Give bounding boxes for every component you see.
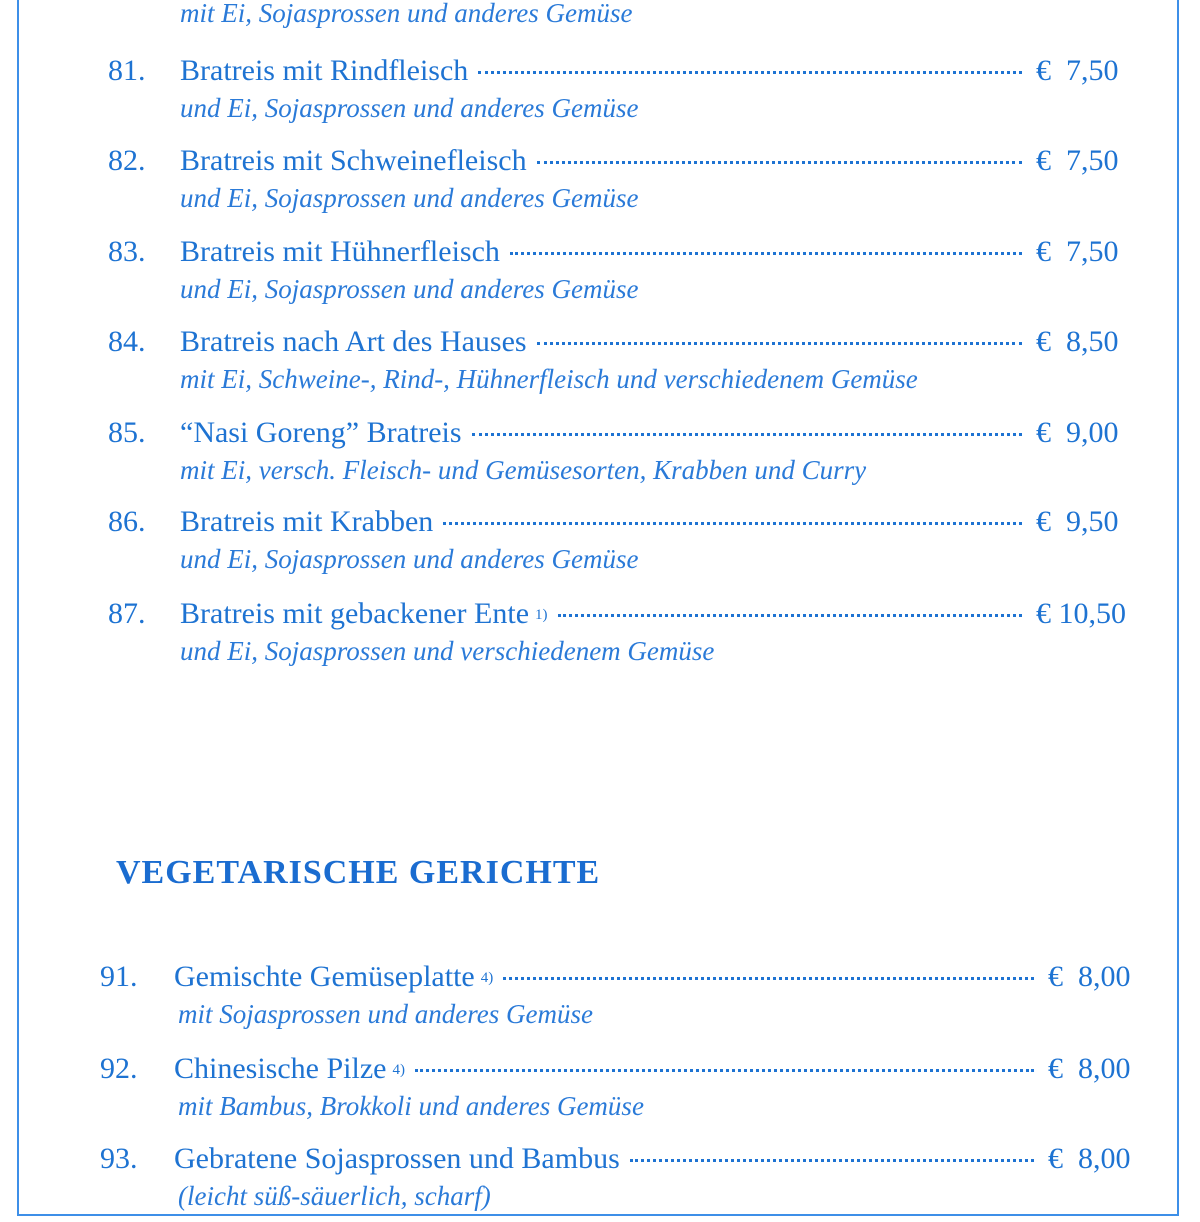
item-description: und Ei, Sojasprossen und anderes Gemüse — [180, 93, 639, 123]
item-name-row — [180, 325, 1036, 359]
item-description: und Ei, Sojasprossen und anderes Gemüse — [180, 274, 639, 304]
item-number: 87. — [108, 597, 146, 630]
dot-leader — [478, 71, 1022, 74]
dot-leader — [537, 342, 1022, 345]
item-name-row — [174, 960, 1048, 999]
item-name: Chinesische Pilze — [174, 1052, 387, 1085]
item-price: € 8,50 — [1036, 325, 1119, 358]
item-number: 84. — [108, 325, 146, 358]
allergen-footnote: 4) — [480, 970, 494, 986]
menu-item — [0, 325, 1200, 405]
item-name: “Nasi Goreng” Bratreis — [180, 416, 462, 449]
item-name: Bratreis nach Art des Hauses — [180, 325, 527, 358]
dot-leader — [503, 977, 1034, 980]
dot-leader — [472, 433, 1022, 436]
menu-item — [0, 597, 1200, 677]
item-name-row — [174, 1142, 1048, 1176]
menu-item — [0, 54, 1200, 134]
section-title-vegetarian: VEGETARISCHE GERICHTE — [116, 854, 601, 891]
item-name: Gebratene Sojasprossen und Bambus — [174, 1142, 620, 1175]
menu-item — [0, 505, 1200, 585]
item-price: € 9,00 — [1036, 416, 1119, 449]
allergen-footnote: 4) — [392, 1062, 405, 1078]
item-number: 91. — [100, 960, 138, 993]
item-price: € 8,00 — [1048, 1142, 1131, 1175]
item-description: mit Sojasprossen und anderes Gemüse — [178, 999, 593, 1029]
item-description: (leicht süß-säuerlich, scharf) — [178, 1181, 491, 1211]
item-number: 93. — [100, 1142, 138, 1175]
item-name-row — [174, 1052, 1048, 1091]
item-price: € 9,50 — [1036, 505, 1119, 538]
menu-item — [0, 960, 1200, 1040]
item-description: und Ei, Sojasprossen und anderes Gemüse — [180, 183, 639, 213]
item-name: Bratreis mit Schweinefleisch — [180, 144, 527, 177]
item-number: 85. — [108, 416, 146, 449]
item-number: 83. — [108, 235, 146, 268]
item-name-row — [180, 505, 1036, 539]
item-number: 82. — [108, 144, 146, 177]
item-price: € 7,50 — [1036, 54, 1119, 87]
dot-leader — [510, 252, 1022, 255]
item-name: Gemischte Gemüseplatte — [174, 960, 475, 993]
item-price: € 7,50 — [1036, 235, 1119, 268]
allergen-footnote: 1) — [535, 607, 548, 623]
item-price: € 8,00 — [1048, 1052, 1131, 1085]
menu-item — [0, 235, 1200, 315]
item-name: Bratreis mit Rindfleisch — [180, 54, 469, 87]
item-number: 92. — [100, 1052, 138, 1085]
item-description: und Ei, Sojasprossen und verschiedenem Gemüse — [180, 636, 715, 666]
menu-item — [0, 1052, 1200, 1132]
dot-leader — [443, 522, 1022, 525]
dot-leader — [630, 1159, 1034, 1162]
item-name-row — [180, 54, 1036, 88]
item-number: 81. — [108, 54, 146, 87]
item-name-row — [180, 597, 1036, 636]
item-number: 86. — [108, 505, 146, 538]
item-name-row — [180, 235, 1036, 269]
item-price: € 7,50 — [1036, 144, 1119, 177]
dot-leader — [537, 161, 1022, 164]
dot-leader — [415, 1069, 1034, 1072]
item-name-row — [180, 416, 1036, 450]
menu-item — [0, 1142, 1200, 1222]
item-name: Bratreis mit gebackener Ente — [180, 597, 530, 630]
menu-item — [0, 416, 1200, 496]
previous-item-description: mit Ei, Sojasprossen und anderes Gemüse — [180, 0, 633, 28]
item-name: Bratreis mit Krabben — [180, 505, 434, 538]
item-description: und Ei, Sojasprossen und anderes Gemüse — [180, 544, 639, 574]
item-description: mit Ei, Schweine-, Rind-, Hühnerfleisch und verschiedenem Gemüse — [180, 364, 918, 394]
item-description: mit Ei, versch. Fleisch- und Gemüsesorten, Krabben und Curry — [180, 455, 867, 485]
item-name: Bratreis mit Hühnerfleisch — [180, 235, 500, 268]
dot-leader — [558, 614, 1022, 617]
menu-item — [0, 144, 1200, 224]
item-price: € 8,00 — [1048, 960, 1131, 993]
item-price: € 10,50 — [1036, 597, 1126, 630]
item-name-row — [180, 144, 1036, 178]
item-description: mit Bambus, Brokkoli und anderes Gemüse — [178, 1091, 644, 1121]
